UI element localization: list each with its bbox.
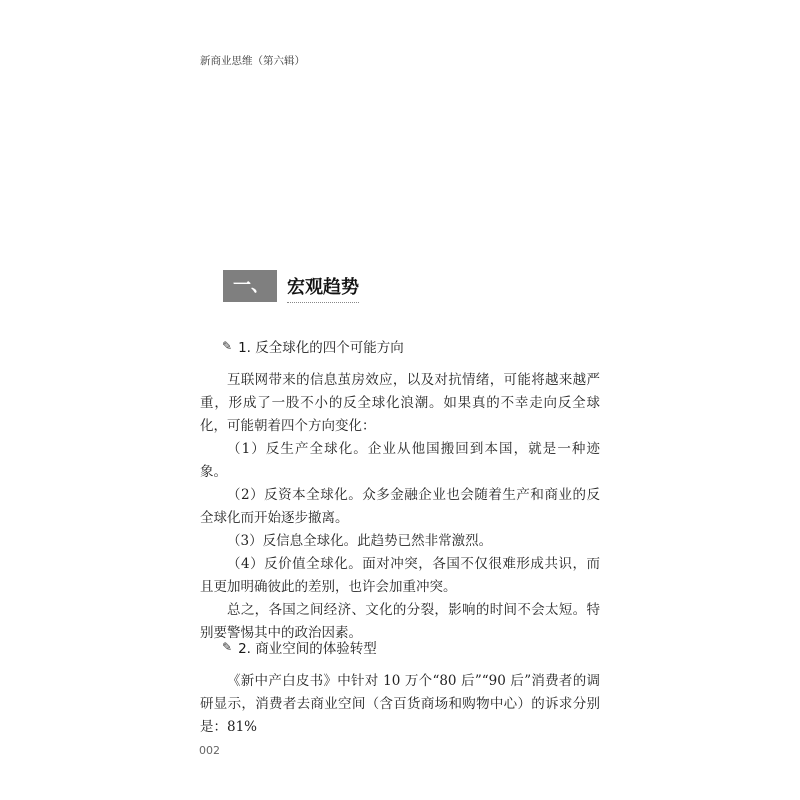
paragraph: （4）反价值全球化。面对冲突，各国不仅很难形成共识，而且更加明确彼此的差别，也许会加重冲突。: [200, 556, 600, 595]
section-heading-2: [222, 637, 377, 657]
section-heading-1: [222, 336, 404, 356]
chapter-number: 一、: [223, 270, 277, 302]
page-number: 002: [199, 744, 220, 757]
paragraph: 总之，各国之间经济、文化的分裂，影响的时间不会太短。特别要警惕其中的政治因素。: [200, 602, 600, 641]
paragraph: （2）反资本全球化。众多金融企业也会随着生产和商业的反全球化而开始逐步撤离。: [200, 487, 600, 526]
chapter-title-wrap: [287, 273, 359, 299]
pencil-icon: ✎: [222, 640, 233, 654]
chapter-title-underline: [287, 302, 359, 303]
running-header: 新商业思维（第六辑）: [200, 55, 305, 67]
pencil-icon: ✎: [222, 339, 233, 353]
chapter-title: 宏观趋势: [287, 277, 359, 298]
section-title-1: 1. 反全球化的四个可能方向: [238, 340, 404, 356]
section-body-2: [200, 670, 600, 739]
section-title-2: 2. 商业空间的体验转型: [238, 641, 377, 657]
paragraph: （1）反生产全球化。企业从他国搬回到本国，就是一种迹象。: [200, 441, 600, 480]
paragraph: （3）反信息全球化。此趋势已然非常激烈。: [227, 533, 493, 549]
paragraph: 《新中产白皮书》中针对 10 万个“80 后”“90 后”消费者的调研显示，消费者去商业空间（含百货商场和购物中心）的诉求分别是：81%: [200, 673, 600, 735]
section-body-1: [200, 369, 600, 645]
chapter-heading: [223, 270, 359, 302]
paragraph: 互联网带来的信息茧房效应，以及对抗情绪，可能将越来越严重，形成了一股不小的反全球化浪潮。如果真的不幸走向反全球化，可能朝着四个方向变化：: [200, 372, 600, 434]
